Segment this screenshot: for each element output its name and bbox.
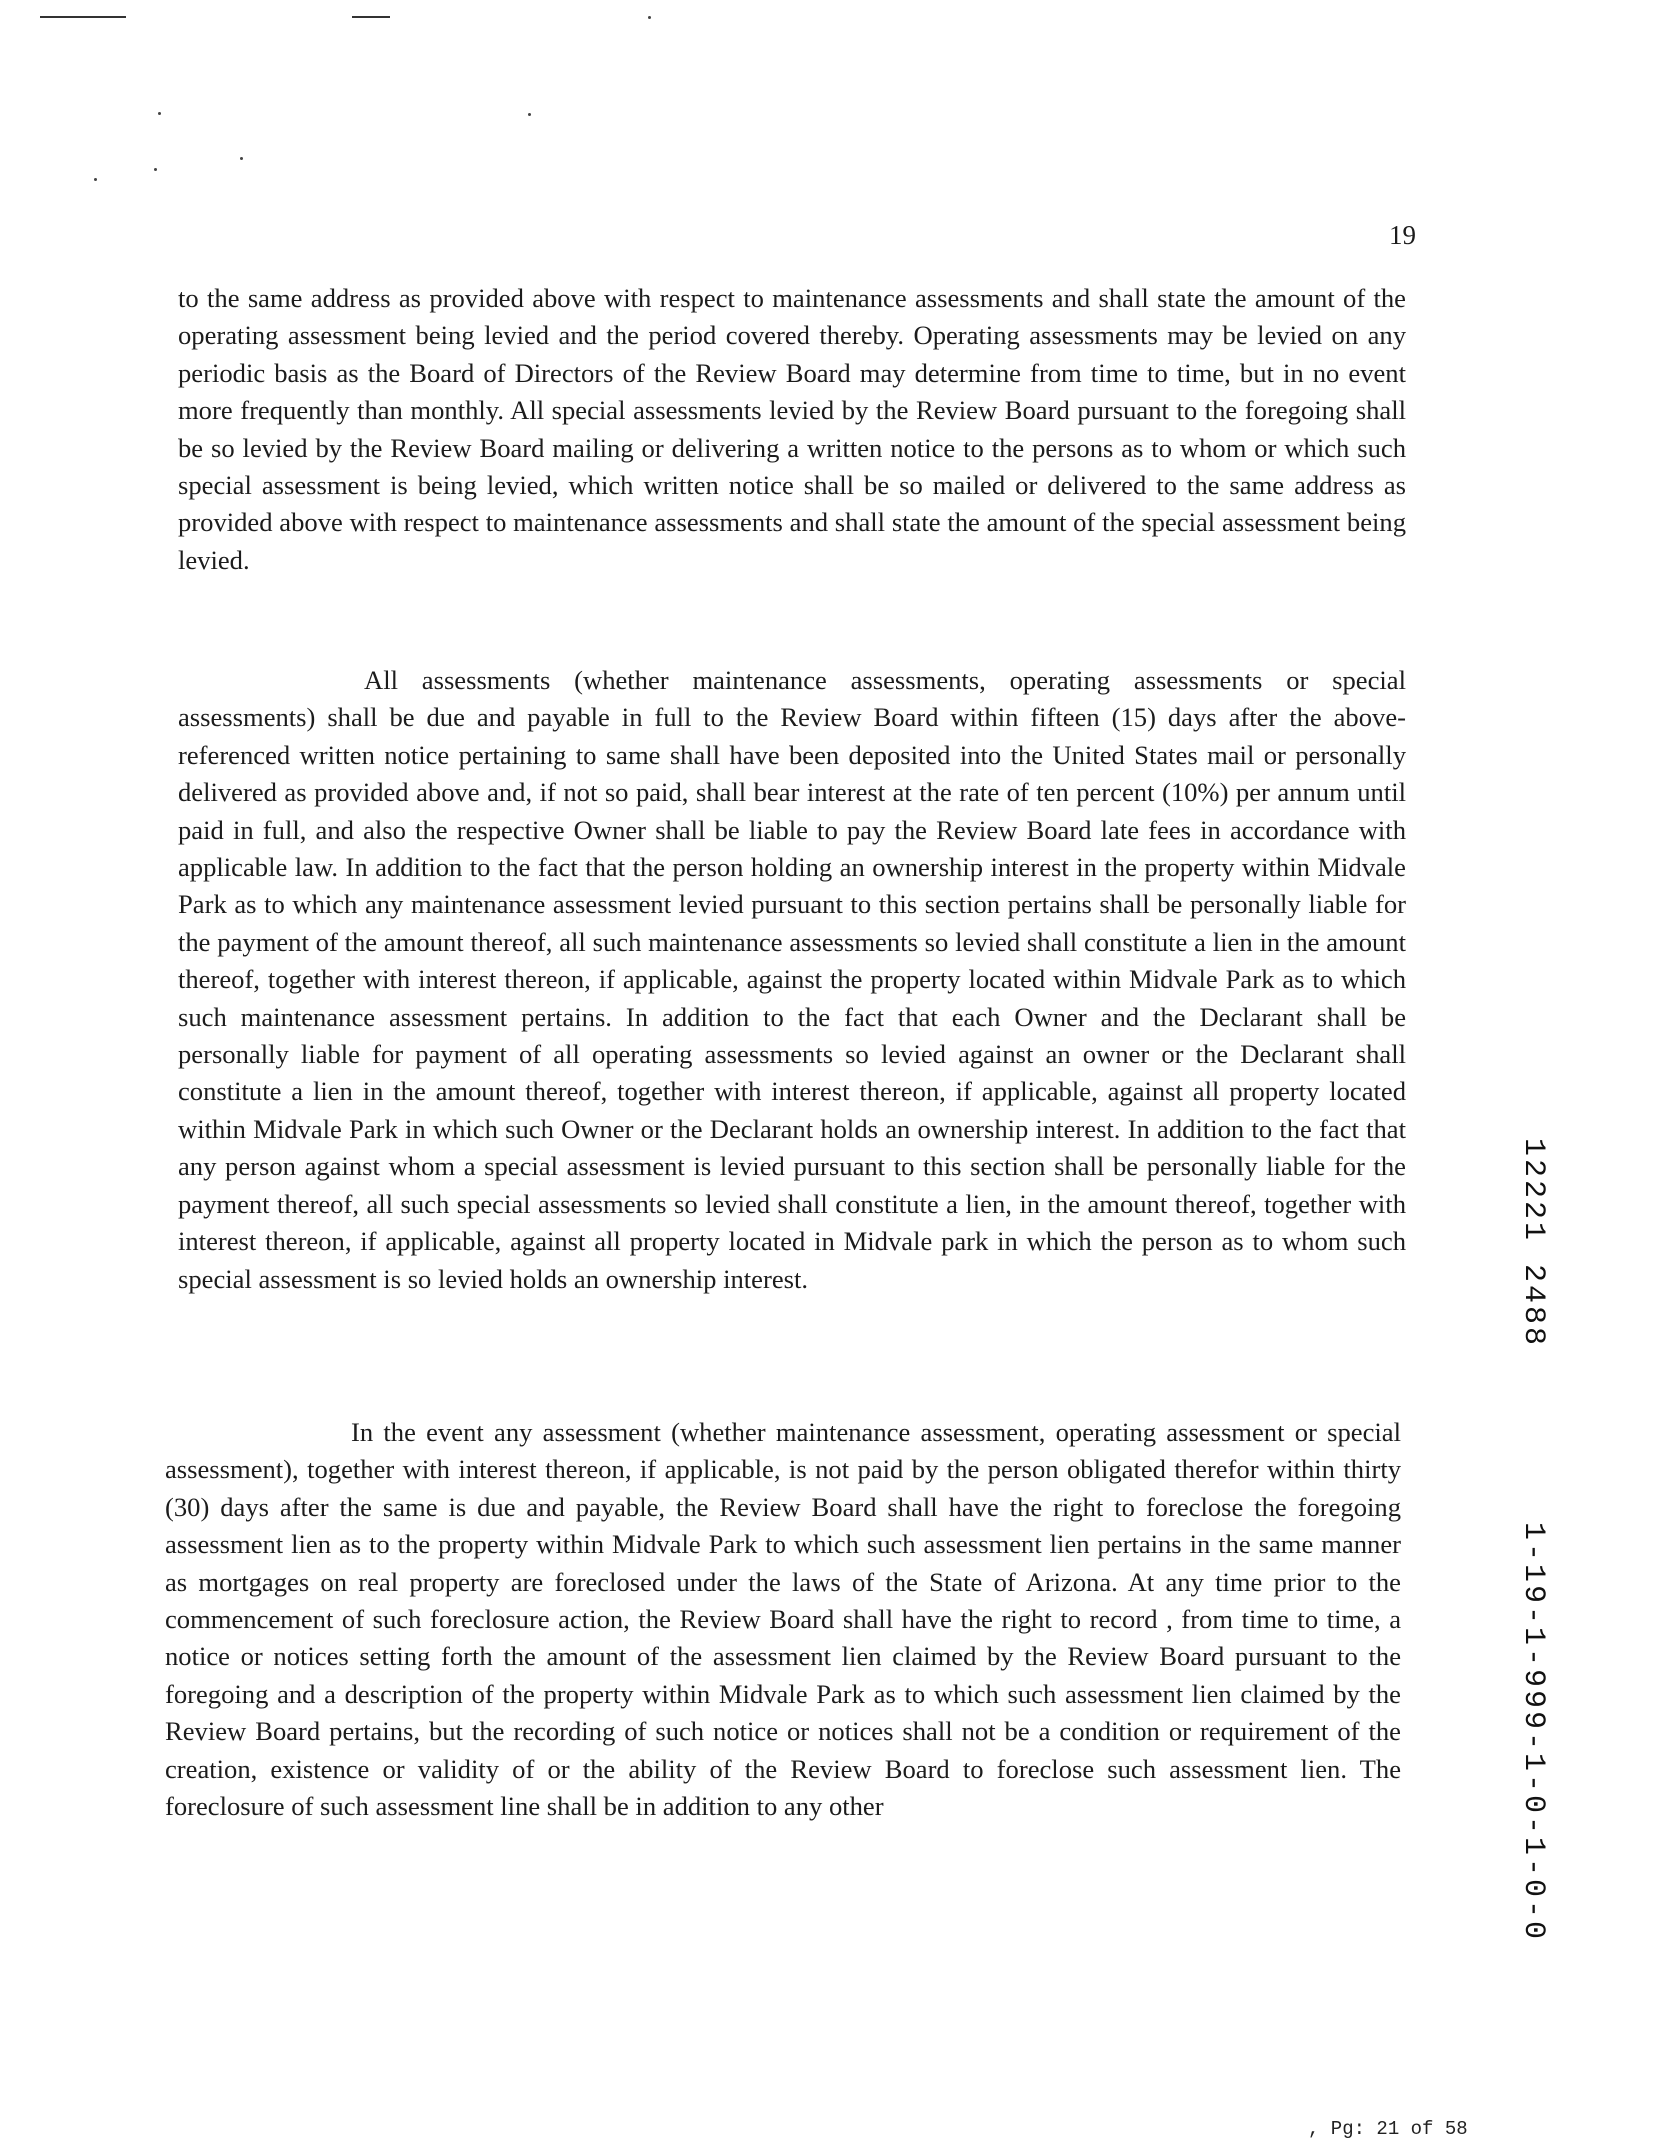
body-paragraph-1 bbox=[178, 280, 1406, 579]
paragraph-text: In the event any assessment (whether maintenance assessment, operating assessment or special assessment), together with interest thereon, if applicable, is not paid by the person obligated therefor within thirty (30) days after the same is due and payable, the Review Board shall have the right to foreclose the foregoing assessment lien as to the property within Midvale Park to which such assessment lien pertains in the same manner as mortgages on real property are foreclosed under the laws of the State of Arizona. At any time prior to the commencement of such foreclosure action, the Review Board shall have the right to record , from time to time, a notice or notices setting forth the amount of the assessment lien claimed by the Review Board pursuant to the foregoing and a description of the property within Midvale Park as to which such assessment lien claimed by the Review Board pertains, but the recording of such notice or notices shall not be a condition or requirement of the creation, existence or validity of or the ability of the Review Board to foreclose such assessment lien. The foreclosure of such assessment line shall be in addition to any other bbox=[165, 1417, 1401, 1822]
recording-stamp-top: 12221 2488 bbox=[1516, 1138, 1550, 1349]
recording-stamp-bottom: 1-19-1-999-1-0-1-0-0 bbox=[1516, 1522, 1550, 1943]
body-paragraph-3 bbox=[165, 1414, 1401, 1825]
scan-speck bbox=[648, 16, 651, 19]
scan-speck bbox=[154, 168, 157, 171]
scan-speck bbox=[240, 157, 243, 160]
scan-mark-line bbox=[352, 16, 390, 18]
paragraph-text: to the same address as provided above with respect to maintenance assessments and shall state the amount of the operating assessment being levied and the period covered thereby. Operating assessments may be levied on any periodic basis as the Board of Directors of the Review Board may determine from time to time, but in no event more frequently than monthly. All special assessments levied by the Review Board pursuant to the foregoing shall be so levied by the Review Board mailing or delivering a written notice to the persons as to whom or which such special assessment is being levied, which written notice shall be so mailed or delivered to the same address as provided above with respect to maintenance assessments and shall state the amount of the special assessment being levied. bbox=[178, 283, 1406, 575]
paragraph-text: All assessments (whether maintenance assessments, operating assessments or special assessments) shall be due and payable in full to the Review Board within fifteen (15) days after the above-referenced written notice pertaining to same shall have been deposited into the United States mail or personally delivered as provided above and, if not so paid, shall bear interest at the rate of ten percent (10%) per annum until paid in full, and also the respective Owner shall be liable to pay the Review Board late fees in accordance with applicable law. In addition to the fact that the person holding an ownership interest in the property within Midvale Park as to which any maintenance assessment levied pursuant to this section pertains shall be personally liable for the payment of the amount thereof, all such maintenance assessments so levied shall constitute a lien in the amount thereof, together with interest thereon, if applicable, against the property located within Midvale Park as to which such maintenance assessment pertains. In addition to the fact that each Owner and the Declarant shall be personally liable for payment of all operating assessments so levied against an owner or the Declarant shall constitute a lien in the amount thereof, together with interest thereon, if applicable, against all property located within Midvale Park in which such Owner or the Declarant holds an ownership interest. In addition to the fact that any person against whom a special assessment is levied pursuant to this section shall be personally liable for the payment thereof, all such special assessments so levied shall constitute a lien, in the amount thereof, together with interest thereon, if applicable, against all property located in Midvale park in which the person as to whom such special assessment is so levied holds an ownership interest. bbox=[178, 665, 1406, 1294]
page-number: 19 bbox=[1389, 220, 1416, 250]
scan-speck bbox=[94, 178, 97, 181]
page-indicator: , Pg: 21 of 58 bbox=[1308, 2118, 1468, 2140]
body-paragraph-2 bbox=[178, 662, 1406, 1298]
scan-mark-line bbox=[40, 16, 126, 18]
scan-speck bbox=[158, 112, 161, 115]
scan-speck bbox=[528, 113, 531, 116]
